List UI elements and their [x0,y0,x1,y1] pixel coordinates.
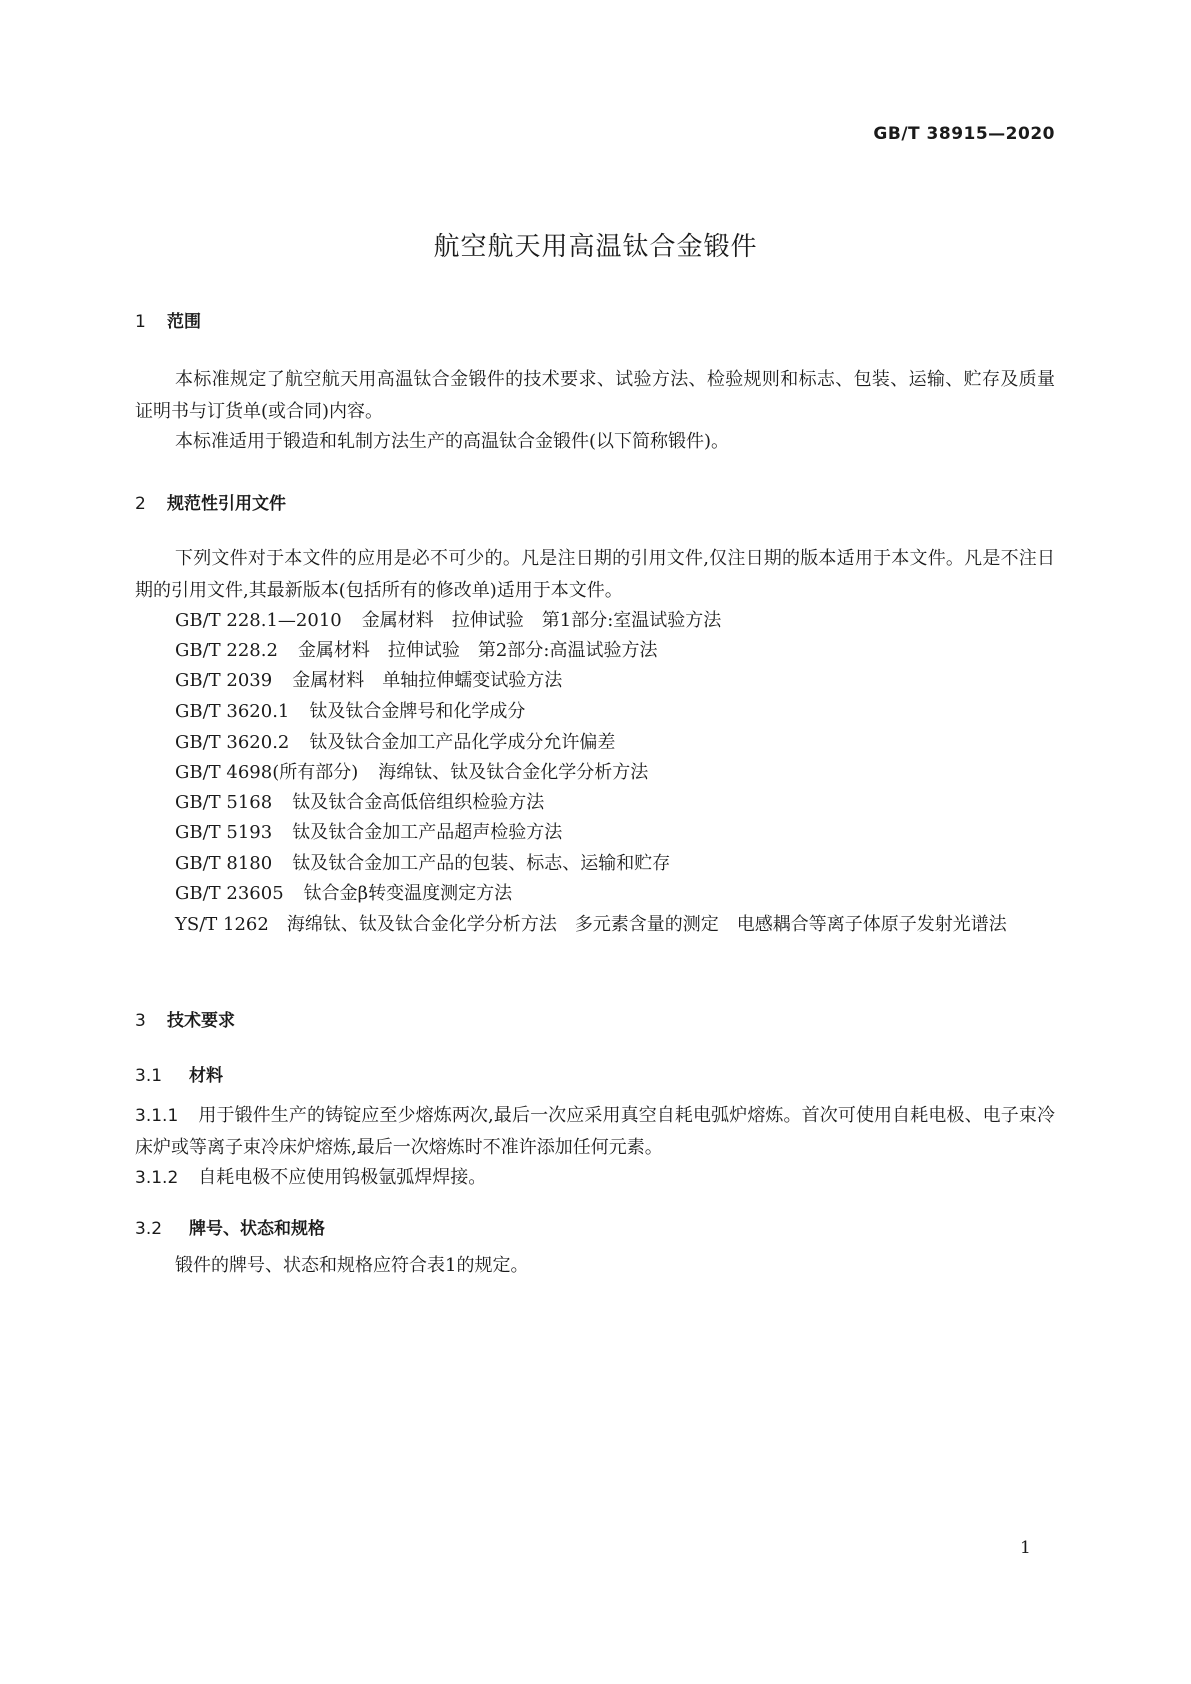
subsection-title: 牌号、状态和规格 [189,1219,325,1239]
reference-title: 钛及钛合金高低倍组织检验方法 [292,792,545,813]
subsection-title: 材料 [189,1066,223,1086]
reference-item [175,817,1095,849]
reference-item [175,696,1095,728]
reference-item [175,727,1095,759]
reference-item-last: YS/T 1262 海绵钛、钛及钛合金化学分析方法 多元素含量的测定 电感耦合等离子体原子发射光谱法 [175,914,1007,935]
reference-id: GB/T 2039 [175,670,273,691]
reference-title: 钛及钛合金加工产品的包装、标志、运输和贮存 [292,853,671,874]
section-2-heading [135,489,286,514]
clause-number: 3.1.1 [135,1106,179,1126]
section-title: 范围 [167,312,201,332]
section-number: 3 [135,1011,146,1031]
clause-number: 3.1.2 [135,1168,179,1188]
clause-text: 用于锻件生产的铸锭应至少熔炼两次,最后一次应采用真空自耗电弧炉熔炼。首次可使用自耗电极、电子束冷床炉或等离子束冷床炉熔炼,最后一次熔炼时不准许添加任何元素。 [135,1105,1055,1158]
subsection-number: 3.2 [135,1219,163,1239]
reference-id: GB/T 8180 [175,853,273,874]
reference-title: 金属材料 拉伸试验 第1部分:室温试验方法 [361,610,722,631]
reference-id: GB/T 228.1—2010 [175,610,342,631]
reference-id: GB/T 5168 [175,792,273,813]
reference-item [175,635,1095,667]
document-title: 航空航天用高温钛合金锻件 [433,232,758,262]
scope-paragraph-2: 本标准适用于锻造和轧制方法生产的高温钛合金锻件(以下简称锻件)。 [175,431,730,452]
page-number: 1 [1020,1538,1031,1558]
scope-paragraph-1: 本标准规定了航空航天用高温钛合金锻件的技术要求、试验方法、检验规则和标志、包装、运输、贮存及质量证明书与订货单(或合同)内容。 [135,369,1055,422]
subsection-3-1-heading [135,1061,223,1086]
section-title: 技术要求 [167,1011,235,1031]
reference-item [175,757,1095,789]
subsection-3-2-heading [135,1214,325,1239]
standard-code: GB/T 38915—2020 [873,124,1055,144]
reference-item [175,878,1095,910]
section-1-heading [135,307,201,332]
section-3-heading [135,1006,235,1031]
section-number: 1 [135,312,146,332]
reference-id: GB/T 23605 [175,883,284,904]
clause-3-1-1 [135,1100,1055,1164]
subsection-number: 3.1 [135,1066,163,1086]
reference-id: GB/T 3620.1 [175,701,290,722]
reference-item [175,605,1095,637]
reference-title: 钛及钛合金加工产品化学成分允许偏差 [309,732,616,753]
reference-title: 金属材料 拉伸试验 第2部分:高温试验方法 [297,640,658,661]
reference-id: GB/T 5193 [175,822,273,843]
clause-3-1-2 [135,1162,1055,1194]
reference-title: 金属材料 单轴拉伸蠕变试验方法 [292,670,563,691]
reference-id: GB/T 3620.2 [175,732,290,753]
reference-item [175,665,1095,697]
clause-3-2-text: 锻件的牌号、状态和规格应符合表1的规定。 [175,1255,529,1276]
section-number: 2 [135,494,146,514]
reference-id: GB/T 228.2 [175,640,278,661]
references-intro: 下列文件对于本文件的应用是必不可少的。凡是注日期的引用文件,仅注日期的版本适用于本文件。凡是不注日期的引用文件,其最新版本(包括所有的修改单)适用于本文件。 [135,548,1055,601]
reference-item [175,787,1095,819]
reference-title: 钛及钛合金加工产品超声检验方法 [292,822,563,843]
clause-text: 自耗电极不应使用钨极氩弧焊焊接。 [198,1167,487,1188]
section-title: 规范性引用文件 [167,494,286,514]
reference-title: 钛合金β转变温度测定方法 [303,883,513,904]
reference-title: 海绵钛、钛及钛合金化学分析方法 [378,762,649,783]
reference-title: 钛及钛合金牌号和化学成分 [309,701,526,722]
reference-id: GB/T 4698(所有部分) [175,762,359,783]
reference-item [175,848,1095,880]
